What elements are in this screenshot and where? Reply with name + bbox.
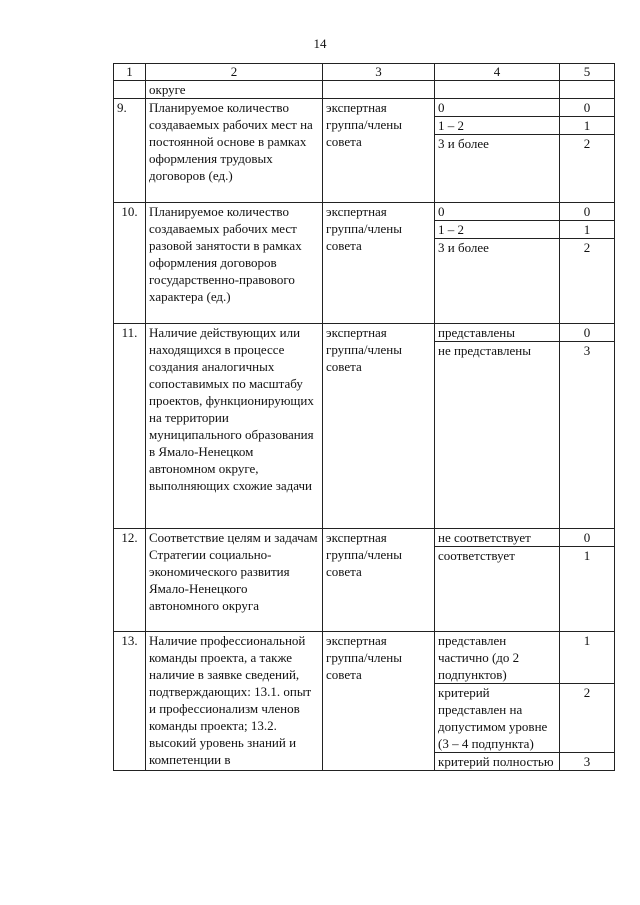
table-row xyxy=(114,99,615,117)
table-header-row xyxy=(114,64,615,81)
criterion-cell: Планируемое количество создаваемых рабочих мест на постоянной основе в рамках оформления трудовых договоров (ед.) xyxy=(146,99,323,203)
option-value: критерий полностью xyxy=(435,753,560,771)
page-number: 14 xyxy=(313,36,327,51)
criterion-cell: Планируемое количество создаваемых рабочих мест разовой занятости в рамках оформления договоров государственно-правового характера (ед.) xyxy=(146,203,323,324)
row-number: 9. xyxy=(114,99,146,203)
option-value: представлен частично (до 2 подпунктов) xyxy=(435,632,560,684)
source-cell: экспертная группа/члены совета xyxy=(323,529,435,632)
continuation-text: округе xyxy=(146,81,323,99)
source-cell: экспертная группа/члены совета xyxy=(323,203,435,324)
column-header: 4 xyxy=(435,64,560,81)
option-score: 1 xyxy=(560,547,615,632)
option-value: 1 – 2 xyxy=(435,117,560,135)
column-header: 2 xyxy=(146,64,323,81)
option-score: 1 xyxy=(560,632,615,684)
option-value: 0 xyxy=(435,99,560,117)
column-header: 3 xyxy=(323,64,435,81)
source-cell: экспертная группа/члены совета xyxy=(323,99,435,203)
option-value: критерий представлен на допустимом уровне (3 – 4 подпункта) xyxy=(435,684,560,753)
table-row xyxy=(114,529,615,547)
column-header: 5 xyxy=(560,64,615,81)
row-number: 12. xyxy=(114,529,146,632)
option-value: представлены xyxy=(435,324,560,342)
option-value: соответствует xyxy=(435,547,560,632)
option-value: 0 xyxy=(435,203,560,221)
source-cell: экспертная группа/члены совета xyxy=(323,324,435,529)
table-row xyxy=(114,203,615,221)
row-number: 11. xyxy=(114,324,146,529)
option-score: 0 xyxy=(560,324,615,342)
option-score: 0 xyxy=(560,529,615,547)
option-score: 2 xyxy=(560,135,615,203)
table-row xyxy=(114,632,615,684)
option-score: 3 xyxy=(560,342,615,529)
criterion-cell: Наличие действующих или находящихся в процессе создания аналогичных сопоставимых по масштабу проектов, функционирующих на территории муниципального образования в Ямало-Ненецком автономном округе, выполняющих схожие задачи xyxy=(146,324,323,529)
option-value: 3 и более xyxy=(435,135,560,203)
option-value: не соответствует xyxy=(435,529,560,547)
option-score: 1 xyxy=(560,117,615,135)
table-row xyxy=(114,324,615,342)
source-cell: экспертная группа/члены совета xyxy=(323,632,435,771)
row-number: 10. xyxy=(114,203,146,324)
option-value: не представлены xyxy=(435,342,560,529)
option-value: 1 – 2 xyxy=(435,221,560,239)
option-score: 2 xyxy=(560,684,615,753)
option-value: 3 и более xyxy=(435,239,560,324)
criteria-table xyxy=(113,63,615,771)
continuation-row xyxy=(114,81,615,99)
criterion-cell: Наличие профессиональной команды проекта, а также наличие в заявке сведений, подтверждающих: 13.1. опыт и профессионализм членов команды проекта; 13.2. высокий уровень знаний и компетенции в xyxy=(146,632,323,771)
option-score: 0 xyxy=(560,99,615,117)
option-score: 2 xyxy=(560,239,615,324)
criterion-cell: Соответствие целям и задачам Стратегии социально-экономического развития Ямало-Ненецкого автономного округа xyxy=(146,529,323,632)
option-score: 3 xyxy=(560,753,615,771)
column-header: 1 xyxy=(114,64,146,81)
row-number: 13. xyxy=(114,632,146,771)
option-score: 0 xyxy=(560,203,615,221)
option-score: 1 xyxy=(560,221,615,239)
